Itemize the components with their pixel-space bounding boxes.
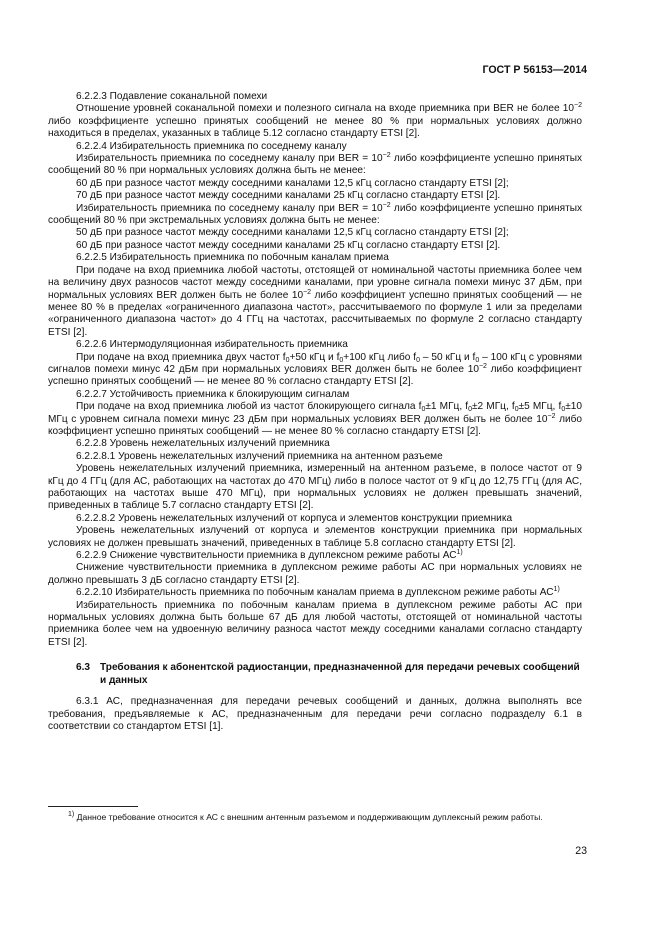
clause-6-2-2-6-heading: 6.2.2.6 Интермодуляционная избирательность приемника xyxy=(76,339,348,351)
footnote-divider xyxy=(48,806,138,807)
clause-6-2-2-4-heading: 6.2.2.4 Избирательность приемника по соседнему каналу xyxy=(76,140,347,152)
list-item: 60 дБ при разносе частот между соседними каналами 25 кГц согласно стандарту ETSI [2]. xyxy=(76,239,501,251)
clause-6-2-2-8-2-text: Уровень нежелательных излучений от корпуса и элементов конструкции приемника при нормальных условиях не должен превышать значений, приведенных в таблице 5.8 согласно стандарту ETSI [2]. xyxy=(48,525,582,549)
clause-6-2-2-5-text: При подаче на вход приемника любой частоты, отстоящей от номинальной частоты приемника более чем на величину двух разносов частот между соседними каналами, при уровне сигнала помехи минус 37 дБм, при нормальных условиях BER должен быть не более $10^{-2}$ либо коэффициент успешно принятых сообщений — не менее 80 % в пределах «ограниченного диапазона частот», рассчитываемого по формуле 1 или за пределами «ограниченного диапазона частот» до 4 ГГц на частотах, рассчитываемых по формуле 2 согласно стандарту ETSI [2]. xyxy=(48,264,582,338)
clause-6-2-2-3-heading: 6.2.2.3 Подавление соканальной помехи xyxy=(76,91,268,102)
section-6-3-heading xyxy=(48,661,582,687)
section-title: Требования к абонентской радиостанции, предназначенной для передачи речевых сообщений и данных xyxy=(100,662,580,687)
clause-6-2-2-10-heading: 6.2.2.10 Избирательность приемника по побочным каналам приема в дуплексном режиме работы АС$^{1)}$ xyxy=(76,586,560,599)
list-item: 70 дБ при разносе частот между соседними каналами 25 кГц согласно стандарту ETSI [2]. xyxy=(76,190,501,202)
clause-6-2-2-3-text: Отношение уровней соканальной помехи и полезного сигнала на входе приемника при BER не более $10^{-2}$ либо коэффициенте успешно принятых сообщений не менее 80 % при нормальных условиях должно находиться в пределах, указанных в таблице 5.12 согласно стандарту ETSI [2]. xyxy=(48,102,582,140)
clause-6-2-2-6-text: При подаче на вход приемника двух частот $f_0+50$ кГц и $f_0+100$ кГц либо $f_0 - 50$ кГц и $f_0 - 100$ кГц с уровнями сигналов помехи минус 42 дБм при нормальных условиях BER должен быть не более $10^{-2}$ либо коэффициент успешно принятых сообщений — не менее 80 % согласно стандарту ETSI [2]. xyxy=(48,351,582,388)
clause-6-2-2-9-text: Снижение чувствительности приемника в дуплексном режиме работы АС при нормальных условиях не должно превышать 3 дБ согласно стандарту ETSI [2]. xyxy=(48,562,582,586)
footnote-text: $^{1)}$ Данное требование относится к АС с внешним антенным разъемом и поддерживающим дуплексный режим работы. xyxy=(68,811,543,822)
clause-6-2-2-8-heading: 6.2.2.8 Уровень нежелательных излучений приемника xyxy=(76,438,330,450)
clause-6-2-2-8-1-heading: 6.2.2.8.1 Уровень нежелательных излучений приемника на антенном разъеме xyxy=(76,450,443,462)
clause-6-2-2-4-text-extreme: Избирательность приемника по соседнему каналу при BER = $10^{-2}$ либо коэффициенте успешно принятых сообщений 80 % при экстремальных условиях должна быть не менее: xyxy=(48,201,582,227)
footnote xyxy=(48,806,582,823)
clause-6-2-2-10-text: Избирательность приемника по побочным каналам приема в дуплексном режиме работы АС при нормальных условиях должна быть больше 67 дБ для любой частоты, отстоящей от номинальной частоты приемника более чем на удвоенную величину разноса частот между соседними каналами согласно стандарту ETSI [2]. xyxy=(48,599,582,648)
clause-6-2-2-7-text: При подаче на вход приемника любой из частот блокирующего сигнала $f_0\pm 1$ МГц, $f_0\pm 2$ МГц, $f_0\pm 5$ МГц, $f_0\pm 10$ МГц с уровнем сигнала помехи минус 23 дБм при нормальных условиях BER должен быть не более $10^{-2}$ либо коэффициент успешно принятых сообщений — не менее 80 % согласно стандарту ETSI [2]. xyxy=(48,401,582,437)
section-number: 6.3 xyxy=(76,662,91,674)
document-header: ГОСТ Р 56153—2014 xyxy=(482,64,587,76)
clause-6-2-2-4-text-normal: Избирательность приемника по соседнему каналу при BER = $10^{-2}$ либо коэффициенте успешно принятых сообщений 80 % при нормальных условиях должна быть не менее: xyxy=(48,152,582,177)
clause-6-2-2-7-heading: 6.2.2.7 Устойчивость приемника к блокирующим сигналам xyxy=(76,388,350,400)
clause-6-3-1-text: 6.3.1 АС, предназначенная для передачи речевых сообщений и данных, должна выполнять все требования, предъявляемые к АС, предназначенным для передачи речи согласно подразделу 6.1 в соответствии со стандартом ETSI [1]. xyxy=(48,696,582,733)
list-item: 50 дБ при разносе частот между соседними каналами 12,5 кГц согласно стандарту ETSI [2]; xyxy=(76,227,509,239)
clause-6-2-2-8-1-text: Уровень нежелательных излучений приемника, измеренный на антенном разъеме, в полосе частот от 9 кГц до 4 ГГц (для АС, работающих на частотах до 470 МГц) либо в полосе частот от 9 кГц до 12,75 ГГц (для АС, работающих на частотах выше 470 МГц), при нормальных условиях не должен превышать значений, приведенных в таблице 5.7 согласно стандарту ETSI [2]. xyxy=(48,463,582,512)
document-body xyxy=(48,91,582,734)
clause-6-2-2-9-heading: 6.2.2.9 Снижение чувствительности приемника в дуплексном режиме работы АС$^{1)}$ xyxy=(76,549,463,562)
list-item: 60 дБ при разносе частот между соседними каналами 12,5 кГц согласно стандарту ETSI [2]; xyxy=(76,177,509,189)
clause-6-2-2-8-2-heading: 6.2.2.8.2 Уровень нежелательных излучений от корпуса и элементов конструкции приемника xyxy=(76,512,513,524)
clause-6-2-2-5-heading: 6.2.2.5 Избирательность приемника по побочным каналам приема xyxy=(76,252,389,264)
page-number: 23 xyxy=(575,845,587,857)
